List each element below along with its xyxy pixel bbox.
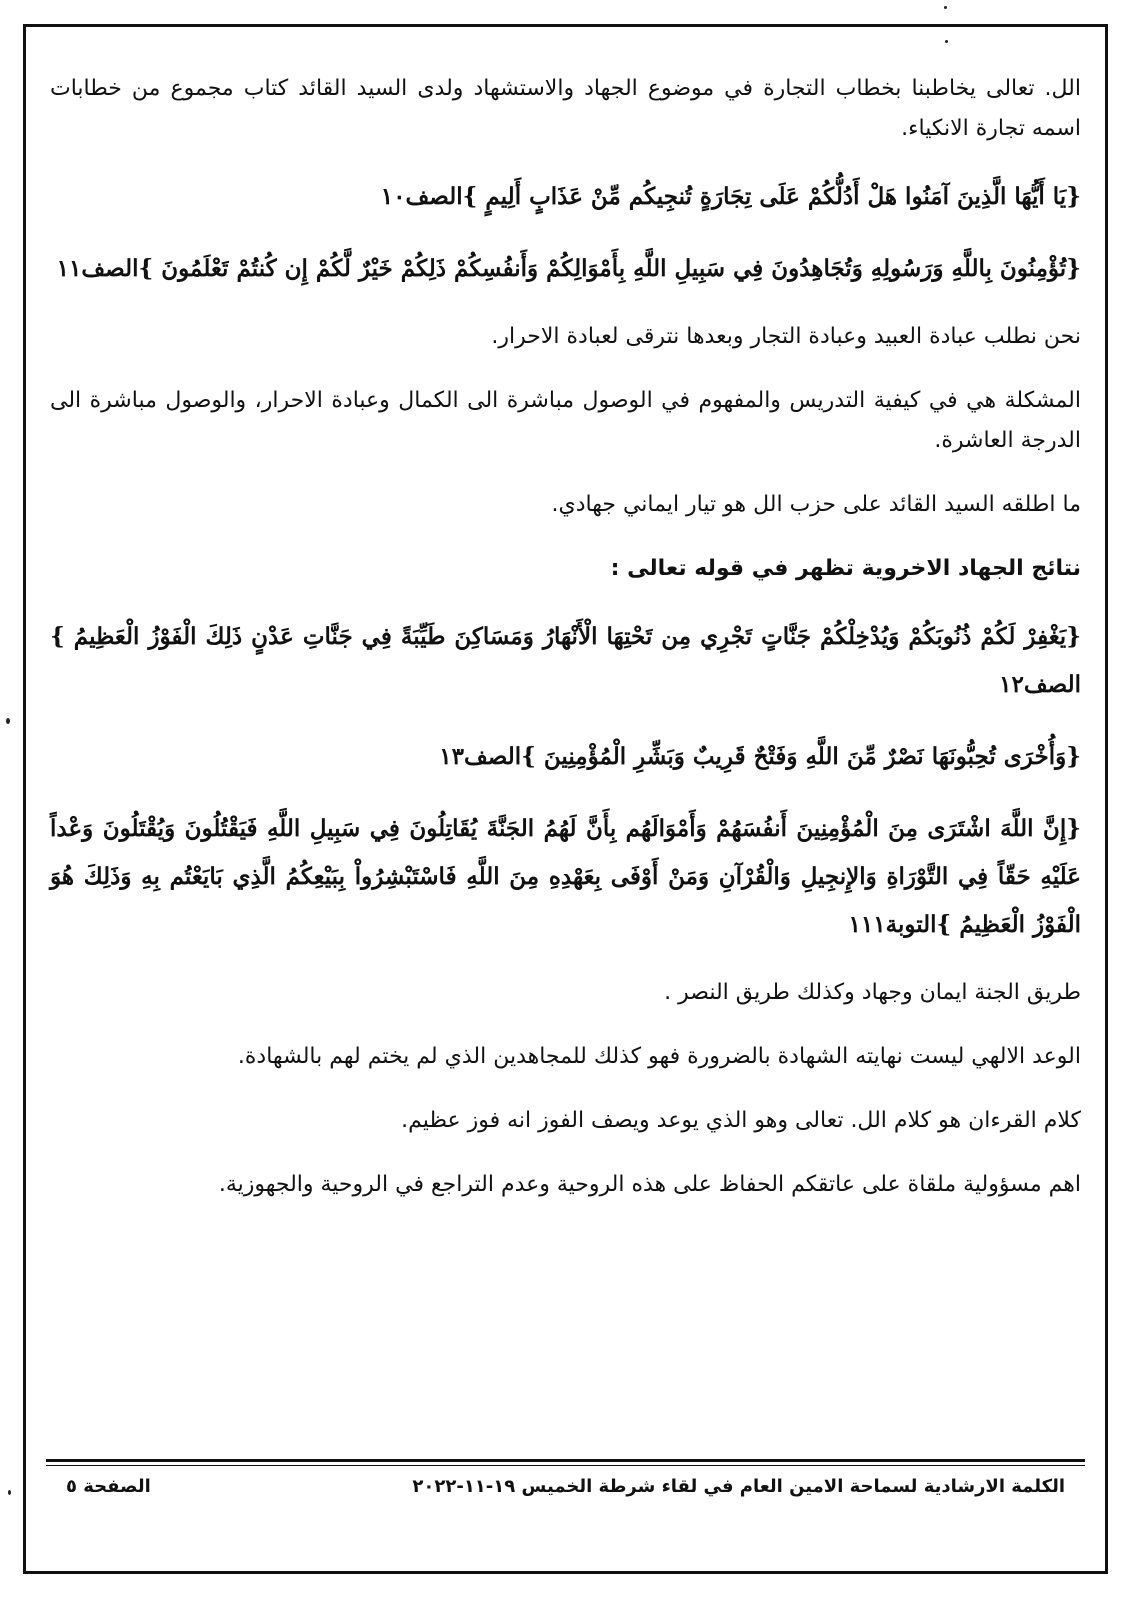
paragraph-teaching-problem: المشكلة هي في كيفية التدريس والمفهوم في الوصول مباشرة الى الكمال وعبادة الاحرار، والوصول مباشرة الى الدرجة العاشرة. [50,388,1081,453]
document-body [50,69,1081,1229]
quran-verse-saff-12: {يَغْفِرْ لَكُمْ ذُنُوبَكُمْ وَيُدْخِلْكُمْ جَنَّاتٍ تَجْرِي مِن تَحْتِهَا الْأَنْهَارُ وَمَسَاكِنَ طَيِّبَةً فِي جَنَّاتِ عَدْنٍ ذَلِكَ الْفَوْزُ الْعَظِيمُ }الصف١٢ [50,623,1081,698]
footer-divider [46,1459,1085,1466]
paragraph-path-to-paradise: طريق الجنة ايمان وجهاد وكذلك طريق النصر . [664,980,1081,1005]
scan-speck [945,40,948,43]
section-heading-results: نتائج الجهاد الاخروية تظهر في قوله تعالى : [610,556,1081,581]
page-number: الصفحة ٥ [66,1476,151,1497]
quran-verse-tawba-111: {إِنَّ اللَّهَ اشْتَرَى مِنَ الْمُؤْمِنِينَ أَنفُسَهُمْ وَأَمْوَالَهُم بِأَنَّ لَهُمُ الجَنَّةَ يُقَاتِلُونَ فِي سَبِيلِ اللَّهِ فَيَقْتُلُونَ وَيُقْتَلُونَ وَعْداً عَلَيْهِ حَقّاً فِي التَّوْرَاةِ وَالإِنجِيلِ وَالْقُرْآنِ وَمَنْ أَوْفَى بِعَهْدِهِ مِنَ اللَّهِ فَاسْتَبْشِرُواْ بِبَيْعِكُمُ الَّذِي بَايَعْتُم بِهِ وَذَلِكَ هُوَ الْفَوْزُ الْعَظِيمُ }التوبة١١١ [50,815,1081,938]
paragraph-worship-types: نحن نطلب عبادة العبيد وعبادة التجار وبعدها نترقى لعبادة الاحرار. [491,324,1081,349]
quran-verse-saff-11: {تُؤْمِنُونَ بِاللَّهِ وَرَسُولِهِ وَتُجَاهِدُونَ فِي سَبِيلِ اللَّهِ بِأَمْوَالِكُمْ وَأَنفُسِكُمْ ذَلِكُمْ خَيْرٌ لَّكُمْ إِن كُنتُمْ تَعْلَمُونَ }الصف١١ [56,255,1081,282]
paragraph-trade-address: الل. تعالى يخاطبنا بخطاب التجارة في موضوع الجهاد والاستشهاد ولدى السيد القائد كتاب مجموع من خطابات اسمه تجارة الانكياء. [50,76,1081,141]
footer-title: الكلمة الارشادية لسماحة الامين العام في لقاء شرطة الخميس ١٩-١١-٢٠٢٢ [412,1476,1065,1497]
page-footer [66,1473,1065,1501]
scan-speck [944,6,947,9]
quran-verse-saff-10: {يَا أَيُّهَا الَّذِينَ آمَنُوا هَلْ أَدُلُّكُمْ عَلَى تِجَارَةٍ تُنجِيكُم مِّنْ عَذَابٍ أَلِيمٍ }الصف١٠ [380,183,1081,210]
paragraph-quran-speech: كلام القرءان هو كلام الل. تعالى وهو الذي يوعد ويصف الفوز انه فوز عظيم. [401,1108,1081,1133]
scan-speck [6,718,10,724]
quran-verse-saff-13: {وَأُخْرَى تُحِبُّونَهَا نَصْرٌ مِّنَ اللَّهِ وَفَتْحٌ قَرِيبٌ وَبَشِّرِ الْمُؤْمِنِينَ }الصف١٣ [439,743,1081,770]
scan-speck [8,1490,11,1495]
paragraph-divine-promise: الوعد الالهي ليست نهايته الشهادة بالضرورة فهو كذلك للمجاهدين الذي لم يختم لهم بالشهادة. [237,1044,1081,1069]
paragraph-responsibility: اهم مسؤولية ملقاة على عاتقكم الحفاظ على هذه الروحية وعدم التراجع في الروحية والجهوزية. [218,1172,1081,1197]
paragraph-faith-current: ما اطلقه السيد القائد على حزب الل هو تيار ايماني جهادي. [551,492,1081,517]
page-frame [23,24,1108,1574]
